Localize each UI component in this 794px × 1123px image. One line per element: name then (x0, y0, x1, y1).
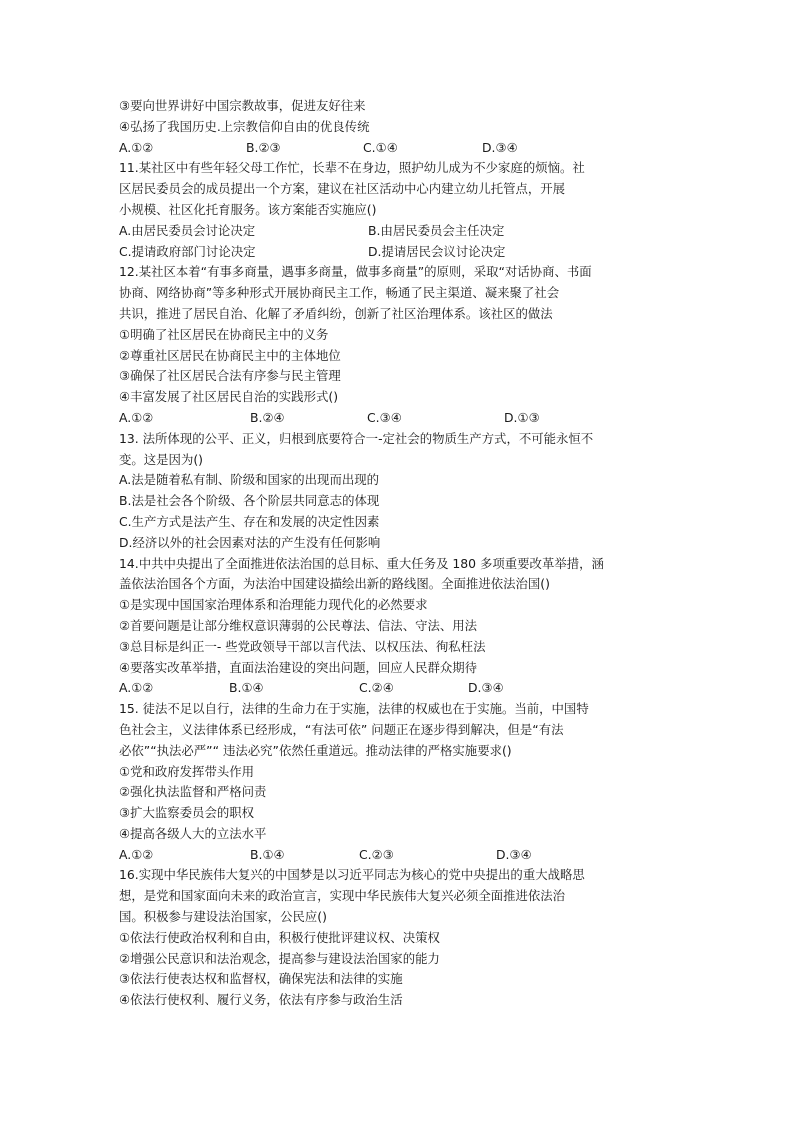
option-d: D.③④ (496, 846, 532, 862)
question-item: ②尊重社区居民在协商民主中的主体地位 (119, 347, 341, 363)
answer-options-row (119, 678, 679, 699)
question-stem-line: 变。这是因为() (119, 451, 204, 467)
option-c: C.③④ (367, 409, 402, 425)
question-stem-line: 国。积极参与建设法治国家，公民应() (119, 909, 327, 925)
answer-options-row (119, 242, 679, 263)
question-item: ②强化执法监督和严格问责 (119, 784, 267, 800)
answer-options-row (119, 138, 679, 159)
question-stem-line: 想，是党和国家面向未来的政治宣言，实现中华民族伟大复兴必须全面推进依法治 (119, 888, 566, 904)
question-stem-line: 区居民委员会的成员提出一个方案，建议在社区活动中心内建立幼儿托管点，开展 (119, 181, 566, 197)
question-15 (119, 699, 679, 865)
option-b: B.②③ (246, 139, 281, 155)
option-a: A.①② (119, 846, 154, 862)
question-stem-line: 共识，推进了居民自治、化解了矛盾纠纷，创新了社区治理体系。该社区的做法 (119, 305, 553, 321)
question-stem-line: 13. 法所体现的公平、正义，归根到底要符合一-定社会的物质生产方式，不可能永恒不 (119, 430, 594, 446)
option-a: A.①② (119, 680, 154, 696)
option-b: B.①④ (229, 680, 264, 696)
question-stem-line: 必依”“执法必严”“ 违法必究”依然任重道远。推动法律的严格实施要求() (119, 742, 512, 758)
option-d: D.经济以外的社会因素对法的产生没有任何影响 (119, 534, 381, 550)
question-13 (119, 429, 679, 554)
option-c: C.提请政府部门讨论决定 (119, 243, 256, 259)
option-a: A.由居民委员会讨论决定 (119, 222, 256, 238)
answer-options-row (119, 845, 679, 866)
question-item: ③要向世界讲好中国宗教故事，促进友好往来 (119, 98, 366, 113)
option-b: B.②④ (250, 409, 285, 425)
question-stem-line: 小规模、社区化托育服务。该方案能否实施应() (119, 201, 377, 217)
question-item: ③总目标是纠正一- 些党政领导干部以言代法、以权压法、徇私枉法 (119, 638, 486, 654)
question-item: ④提高各级人大的立法水平 (119, 825, 267, 841)
question-14 (119, 554, 679, 700)
option-d: D.提请居民会议讨论决定 (368, 243, 506, 259)
question-item: ①党和政府发挥带头作用 (119, 763, 255, 779)
question-item: ①是实现中国国家治理体系和治理能力现代化的必然要求 (119, 597, 428, 613)
option-b: B.①④ (250, 846, 285, 862)
question-item: ④弘扬了我国历史.上宗教信仰自由的优良传统 (119, 118, 370, 134)
question-item: ①明确了社区居民在协商民主中的义务 (119, 326, 329, 342)
question-12 (119, 262, 679, 428)
question-item: ④要落实改革举措，直面法治建设的突出问题，回应人民群众期待 (119, 659, 478, 675)
option-a: A.法是随着私有制、阶级和国家的出现而出现的 (119, 472, 380, 488)
option-c: C.①④ (363, 139, 398, 155)
question-stem-line: 色社会主，义法律体系已经形成，“有法可依” 问题正在逐步得到解决，但是“有法 (119, 721, 564, 737)
option-a: A.①② (119, 139, 154, 155)
question-stem-line: 14.中共中央提出了全面推进依法治国的总目标、重大任务及 180 多项重要改革举措，涵 (119, 555, 604, 571)
question-item: ④丰富发展了社区居民自治的实践形式() (119, 389, 339, 405)
question-item: ②增强公民意识和法治观念，提高参与建设法治国家的能力 (119, 950, 440, 966)
question-item: ③确保了社区居民合法有序参与民主管理 (119, 368, 341, 384)
option-c: C.②③ (359, 846, 394, 862)
question-item: ②首要问题是让部分维权意识薄弱的公民尊法、信法、守法、用法 (119, 617, 478, 633)
answer-options-row (119, 408, 679, 429)
option-b: B.由居民委员会主任决定 (368, 222, 505, 238)
question-16 (119, 865, 679, 1011)
question-item: ④依法行使权利、履行义务，依法有序参与政治生活 (119, 992, 403, 1008)
question-item: ③依法行使表达权和监督权，确保宪法和法律的实施 (119, 971, 403, 987)
option-b: B.法是社会各个阶级、各个阶层共同意志的体现 (119, 493, 380, 509)
question-stem-line: 11.某社区中有些年轻父母工作忙，长辈不在身边，照护幼儿成为不少家庭的烦恼。社 (119, 160, 585, 176)
option-c: C.②④ (359, 680, 394, 696)
option-d: D.③④ (468, 680, 504, 696)
question-11 (119, 158, 679, 262)
question-stem-line: 协商、网络协商”等多种形式开展协商民主工作，畅通了民主渠道、凝来聚了社会 (119, 285, 560, 301)
question-stem-line: 12.某社区本着“有事多商量，遇事多商量，做事多商量”的原则，采取“对话协商、书面 (119, 264, 592, 280)
option-d: D.①③ (504, 409, 540, 425)
question-item: ①依法行使政治权利和自由，积极行使批评建议权、决策权 (119, 929, 440, 945)
question-stem-line: 15. 徒法不足以自行，法律的生命力在于实施，法律的权威也在于实施。当前，中国特 (119, 701, 589, 717)
question-stem-line: 16.实现中华民族伟大复兴的中国梦是以习近平同志为核心的党中央提出的重大战略思 (119, 867, 585, 883)
option-c: C.生产方式是法产生、存在和发展的决定性因素 (119, 513, 380, 529)
option-a: A.①② (119, 409, 154, 425)
question-item: ③扩大监察委员会的职权 (119, 805, 255, 821)
exam-page (119, 96, 679, 1011)
question-stem-line: 盖依法治国各个方面，为法治中国建设描绘出新的路线图。全面推进依法治国() (119, 576, 550, 592)
answer-options-row (119, 221, 679, 242)
option-d: D.③④ (482, 139, 518, 155)
